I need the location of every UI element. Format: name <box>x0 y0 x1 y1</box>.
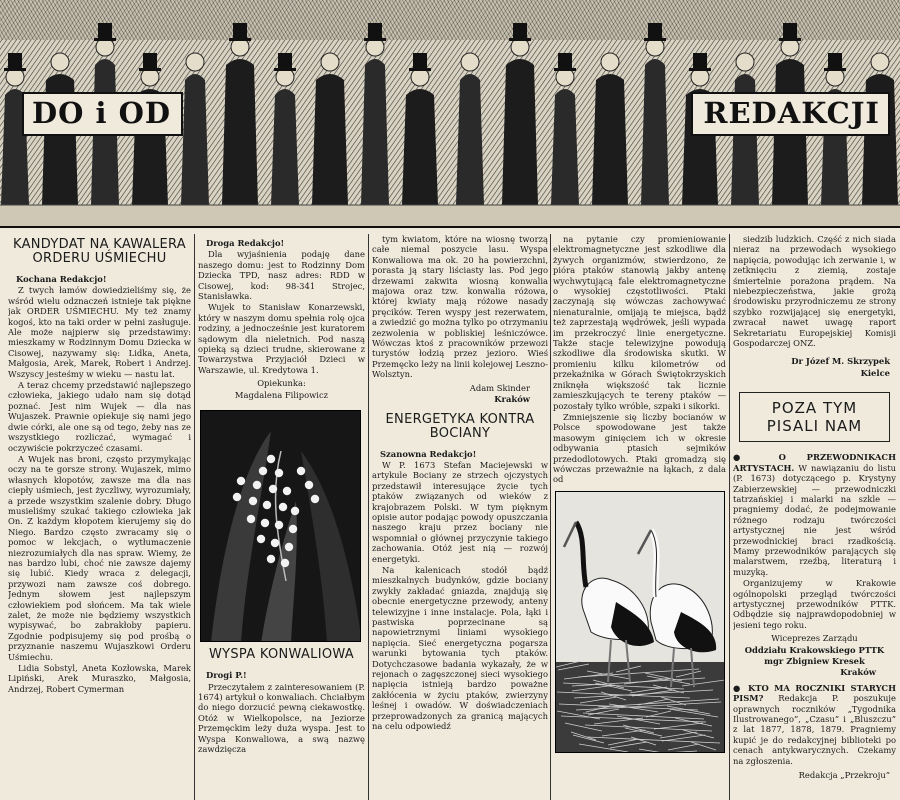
lily-bell <box>311 495 319 503</box>
crowd-figure <box>551 89 579 205</box>
crowd-figure <box>312 74 348 205</box>
top-hat-brim <box>644 38 666 41</box>
paragraph: na pytanie czy promieniowanie elektromagnetyczne jest szkodliwe dla żywych organizmów, stwierdzono, że pióra ptaków stanowią jakby antenę wychwytującą fale elektromagnetyczne o wysokiej częstotliwości. Ptaki zaczynają się wówczas zachowywać nienaturalnie, omijają te miejsca, bądź też zaprzestają wędrówek, jeśli wypada im przekroczyć linie energetyczne. Także stacje telewizyjne powodują szkodliwe dla środowiska skutki. W promieniu kilku kilometrów od przekaźnika w Górach Świętokrzyskich zniknęła większość tak licznie zamieszkujących te tereny ptaków — pozostały tylko wróble, szpaki i sikorki. <box>553 234 726 411</box>
crowd-figure <box>361 59 389 205</box>
top-hat <box>648 23 662 39</box>
lily-bell <box>291 507 299 515</box>
crowd-figure <box>222 59 258 205</box>
lily-bell <box>263 501 271 509</box>
salutation: Droga Redakcjo! <box>206 238 285 248</box>
crowd-head <box>461 53 479 71</box>
top-hat <box>413 53 427 69</box>
bullet-lead: O PRZEWODNIKACH ARTYSTACH. <box>733 452 896 473</box>
top-hat <box>143 53 157 69</box>
paragraph: Dla wyjaśnienia podaję dane naszego domu: jest to Rodzinny Dom Dziecka TPD, nasz adres: RDD w Cisowej, kod: 98-341 Strojec, Stanisławka. <box>198 249 365 302</box>
signature-line: Oddziału Krakowskiego PTTK <box>744 644 885 655</box>
crowd-head <box>51 53 69 71</box>
lily-bell <box>261 519 269 527</box>
signature-line: Wiceprezes Zarządu <box>771 633 858 644</box>
lily-bell <box>249 497 257 505</box>
paragraph: Z twych łamów dowiedzieliśmy się, że wśród wielu odznaczeń istnieje tak piękne jak ORDER UŚMIECHU. My też znamy kogoś, kto na taki order w pełni zasługuje. Ale może najpierw się przedstawimy: mieszkamy w Rodzinnym Domu Dziecka w Cisowej, nazywamy się: Lidka, Aneta, Małgosia, Arek, Marek, Robert i Andrzej. Wszyscy jesteśmy w wieku — nastu lat. <box>8 285 191 379</box>
lily-bell <box>267 555 275 563</box>
top-hat-brim <box>824 68 846 71</box>
top-hat-brim <box>364 38 386 41</box>
section-title-right: REDAKCJI <box>691 92 890 136</box>
lily-bell <box>289 525 297 533</box>
crowd-figure <box>456 74 484 205</box>
lily-bell <box>283 487 291 495</box>
column-rule <box>729 234 730 800</box>
lily-bell <box>253 481 261 489</box>
signature-name: Adam Skinder <box>469 382 530 393</box>
lily-bell <box>237 477 245 485</box>
paragraph: tym kwiatom, które na wiosnę tworzą całe niemal poszycie lasu. Wyspa Konwaliowa ma ok. 20 ha powierzchni, porasta ją stary liściasty las. Pod jego drzewami zakwita wiosną konwalia majowa oraz tzw. konwalia różowa, której kwiaty mają różowe nasady pręcików. Teren wyspy jest rezerwatem, a zwiedzić go można tylko po otrzymaniu zezwolenia w pobliskiej leśniczówce. Wówczas ktoś z pracowników przewozi turystów łodzią przez jezioro. Wieś Przemęcko leży na linii kolejowej Leszno-Wolsztyn. <box>372 234 548 380</box>
column-rule <box>368 234 369 800</box>
crowd-figure <box>271 89 299 205</box>
paragraph: Wujek to Stanisław Konarzewski, który w naszym domu spełnia rolę ojca rodziny, a jednocześnie jest kuratorem sądowym dla nieletnich. Pod naszą opieką są dzieci trudne, skierowane z Towarzystwa Przyjaciół Dzieci w Warszawie, ul. Kredytowa 1. <box>198 302 365 375</box>
top-hat-brim <box>409 68 431 71</box>
bullet-item: ● O PRZEWODNIKACH ARTYSTACH. W nawiązaniu do listu (P. 1673) dotyczącego p. Krystyny Zabierzewskiej — przewodniczki tatrzańskiej i malarki na szkle — pragniemy dodać, że podejmowanie różnego rodzaju twórczości artystycznej nie jest wśród przewodnickiej braci rzadkością. Mamy przewodników parających się malarstwem, rzeźbą, literaturą i muzyką. <box>733 452 896 577</box>
crowd-head <box>186 53 204 71</box>
bullet-item: ● KTO MA ROCZNIKI STARYCH PISM? Redakcja P. poszukuje oprawnych roczników „Tygodnika Ilustrowanego”, „Czasu” i „Bluszczu” z lat 1877, 1878, 1879. Pragniemy kupić je do redakcyjnej biblioteki po cenach antykwarycznych. Czekamy na zgłoszenia. <box>733 682 896 766</box>
top-hat <box>98 23 112 39</box>
crowd-figure <box>592 74 628 205</box>
signatures: Lidia Sobstyl, Aneta Kozłowska, Marek Lipiński, Arek Muraszko, Małgosia, Andrzej, Robert Cymerman <box>8 663 191 694</box>
crowd-head <box>321 53 339 71</box>
column-1 <box>8 234 191 800</box>
crowd-head <box>601 53 619 71</box>
storks-photo <box>555 491 725 753</box>
lily-bell <box>257 535 265 543</box>
paragraph: Przeczytałem z zainteresowaniem (P. 1674) artykuł o konwaliach. Chciałbym do niego dorzucić pewną ciekawostkę. Otóż w Wielkopolsce, na Jeziorze Przemęckim leży duża wyspa. Jest to Wyspa Konwaliowa, a swą nazwę zawdzięcza <box>198 681 365 754</box>
crowd-head <box>736 53 754 71</box>
top-hat-brim <box>229 38 251 41</box>
lily-bell <box>275 469 283 477</box>
signature-name: Dr Józef M. Skrzypek <box>791 356 890 367</box>
signature-place: Kraków <box>494 394 530 405</box>
top-hat-brim <box>4 68 26 71</box>
top-hat-brim <box>274 68 296 71</box>
crowd-figure <box>641 59 669 205</box>
top-hat-brim <box>554 68 576 71</box>
top-hat-brim <box>779 38 801 41</box>
top-hat <box>828 53 842 69</box>
paragraph: W P. 1673 Stefan Maciejewski w artykule Bociany ze strzech ojczystych przedstawił interesujące życie tych ptaków związanych od wieków z krajobrazem Polski. W tym pięknym opisie autor podając powody opuszczania naszego kraju przez bociany nie wspomniał o głównej przyczynie takiego zachowania. Otóż jest nią — rozwój energetyki. <box>372 459 548 564</box>
salutation: Szanowna Redakcjo! <box>380 448 477 459</box>
paragraph: A teraz chcemy przedstawić najlepszego człowieka, jakiego udało nam się dotąd poznać. Jest nim Wujek — dla nas Wujaszek. Prawnie opiekuje się nami jego dwie córki, ale one są od tego, żeby nas ze wszystkiego rozliczać, wymagać i oczywiście pokrzyczeć czasami. <box>8 380 191 453</box>
column-4 <box>553 234 726 800</box>
top-hat <box>8 53 22 69</box>
side-box-title: POZA TYM PISALI NAM <box>739 392 890 442</box>
top-hat <box>558 53 572 69</box>
crowd-figure <box>502 59 538 205</box>
signature-line: mgr Zbigniew Kresek <box>764 656 865 666</box>
top-hat <box>233 23 247 39</box>
signature-role: Opiekunka: <box>257 378 306 389</box>
header-engraving <box>0 0 900 228</box>
lily-bell <box>279 503 287 511</box>
paragraph: A Wujek nas broni, często przymykając oczy na te gorsze strony. Wujaszek, mimo własnych kłopotów, zawsze ma dla nas ciepły uśmiech, jest życzliwy, wyrozumiały, a przede wszystkim szalenie dobry. Długo musieliśmy szukać takiego człowieka jak On. Z każdym kłopotem kierujemy się do Niego. Bardzo często zwracamy się o pomoc w lekcjach, o wytłumaczenie niezrozumiałych dla nas spraw. Wiemy, że nas bardzo lubi, choć nie zawsze dajemy się lubić. Kiedy wraca z delegacji, przywozi nam zawsze coś dobrego. Jednym słowem jest najlepszym człowiekiem pod słońcem. Ma tak wiele zalet, że może nie będziemy wszystkich wypisywać, bo zabrakłoby papieru. Zgodnie podpisujemy się pod prośbą o przyznanie naszemu Wujaszkowi Orderu Uśmiechu. <box>8 453 191 662</box>
bullet-lead: KTO MA ROCZNIKI STARYCH PISM? <box>733 682 896 704</box>
top-hat-brim <box>509 38 531 41</box>
article-headline: WYSPA KONWALIOWA <box>208 647 355 663</box>
salutation: Kochana Redakcjo! <box>16 274 107 284</box>
top-hat <box>693 53 707 69</box>
paragraph: Organizujemy w Krakowie ogólnopolski przegląd twórczości artystycznej przewodników PTTK. Odbędzie się najprawdopodobniej w jesieni tego roku. <box>733 578 896 630</box>
top-hat <box>783 23 797 39</box>
crowd-head <box>871 53 889 71</box>
signature-line: Redakcja „Przekroju” <box>798 770 890 781</box>
signature-place: Kraków <box>840 667 876 678</box>
column-rule <box>194 234 195 800</box>
column-3 <box>372 234 548 800</box>
top-hat-brim <box>139 68 161 71</box>
paragraph: Zmniejszenie się liczby bocianów w Polsce spowodowane jest także masowym ginięciem ich w okresie odbywania ptasich sejmików przedodlotowych. Ptaki gromadzą się wówczas przeważnie na łąkach, z dala od <box>553 411 726 485</box>
section-title-left: DO i OD <box>22 92 183 136</box>
lily-bell <box>281 559 289 567</box>
bullet-text: Redakcja P. poszukuje oprawnych roczników „Tygodnika Ilustrowanego”, „Czasu” i „Bluszczu” z lat 1877, 1878, 1879. Pragniemy kupić je do redakcyjnej biblioteki po cenach antykwarycznych. Czekamy na zgłoszenia. <box>733 693 896 766</box>
column-5 <box>733 234 896 800</box>
column-rule <box>550 234 551 800</box>
lily-bell <box>297 467 305 475</box>
lily-bell <box>259 467 267 475</box>
paragraph: Na kalenicach stodół bądź mieszkalnych budynków, gdzie bociany zwykły zakładać gniazda, znajdują się obecnie energetyczne przewody, anteny telewizyjne i inne instalacje. Pola, łąki i pastwiska poprzecinane są napowietrznymi liniami wysokiego napięcia. Sieć energetyczna pogarsza warunki bytowania tych ptaków. Dotychczasowe badania wykazały, że w rejonach o zagęszczonej sieci wysokiego napięcia istnieją bardzo poważne zakłócenia w życiu ptaków, zwierzyny leśnej i owadów. W doświadczeniach przeprowadzonych za granicą mających na celu odpowiedź <box>372 564 548 732</box>
top-hat <box>278 53 292 69</box>
top-hat-brim <box>94 38 116 41</box>
bullet-text: W nawiązaniu do listu (P. 1673) dotyczącego p. Krystyny Zabierzewskiej — przewodniczki tatrzańskiej i malarki na szkle — pragniemy dodać, że podejmowanie różnego rodzaju twórczości artystycznej nie jest wśród przewodnickiej braci rzadkością. Mamy przewodników parających się malarstwem, rzeźbą, literaturą i muzyką. <box>733 462 896 577</box>
top-hat-brim <box>689 68 711 71</box>
paragraph: siedzib ludzkich. Część z nich siada nieraz na przewodach wysokiego napięcia, powodując ich zerwanie i, w zetknięciu z ziemią, zostaje śmiertelnie porażona prądem. Na niebezpieczeństwa, jakie grożą środowisku przyrodniczemu ze strony szybko rozwijającej się energetyki, zwracał nawet uwagę raport Sekretariatu Europejskiej Komisji Gospodarczej ONZ. <box>733 234 896 349</box>
salutation: Drogi P.! <box>206 670 247 681</box>
article-headline: ENERGETYKA KONTRA BOCIANY <box>385 411 535 441</box>
lily-bell <box>271 539 279 547</box>
lily-bell <box>305 481 313 489</box>
article-headline: KANDYDAT NA KAWALERA ORDERU UŚMIECHU <box>12 237 186 266</box>
column-2 <box>198 234 365 800</box>
lily-of-the-valley-photo <box>200 410 361 642</box>
lily-bell <box>233 493 241 501</box>
crowd-figure <box>181 74 209 205</box>
lily-bell <box>247 515 255 523</box>
signature-place: Kielce <box>860 367 890 378</box>
lily-bell <box>285 543 293 551</box>
top-hat <box>368 23 382 39</box>
lily-bell <box>275 521 283 529</box>
crowd-figure <box>402 89 438 205</box>
signature-name: Magdalena Filipowicz <box>234 389 329 400</box>
top-hat <box>513 23 527 39</box>
lily-bell <box>269 485 277 493</box>
lily-bell <box>267 455 275 463</box>
